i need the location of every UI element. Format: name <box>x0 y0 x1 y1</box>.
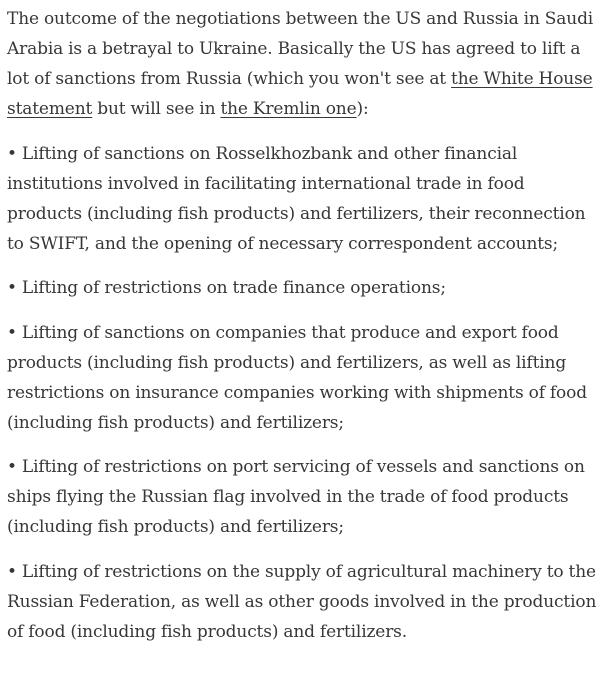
intro-paragraph <box>7 4 603 124</box>
bullet-paragraph-2: • Lifting of restrictions on trade finance operations; <box>7 278 446 298</box>
intro-text-end: ): <box>356 99 369 119</box>
bullet-paragraph-3: • Lifting of sanctions on companies that produce and export food products (including fish products) and fertilizers, as well as lifting restrictions on insurance companies working with shipments of food (including fish products) and fertilizers; <box>7 322 587 433</box>
kremlin-statement-link[interactable]: the Kremlin one <box>220 99 357 119</box>
bullet-paragraph-1: • Lifting of sanctions on Rosselkhozbank and other financial institutions involved in facilitating international trade in food products (including fish products) and fertilizers, their reconnection to SWIFT, and the opening of necessary correspondent accounts; <box>7 143 586 254</box>
bullet-paragraph-5: • Lifting of restrictions on the supply of agricultural machinery to the Russian Federation, as well as other goods involved in the production of food (including fish products) and fertilizers. <box>7 561 597 642</box>
bullet-paragraph-4: • Lifting of restrictions on port servicing of vessels and sanctions on ships flying the Russian flag involved in the trade of food products (including fish products) and fertilizers; <box>7 457 585 537</box>
intro-text-start: The outcome of the negotiations between the US and Russia in Saudi Arabia is a betrayal to Ukraine. Basically the US has agreed to lift a lot of sanctions from Russia (which you won't see at <box>7 9 594 89</box>
intro-text-middle: but will see in <box>92 99 221 119</box>
white-house-statement-link[interactable]: the White House statement <box>7 69 593 119</box>
